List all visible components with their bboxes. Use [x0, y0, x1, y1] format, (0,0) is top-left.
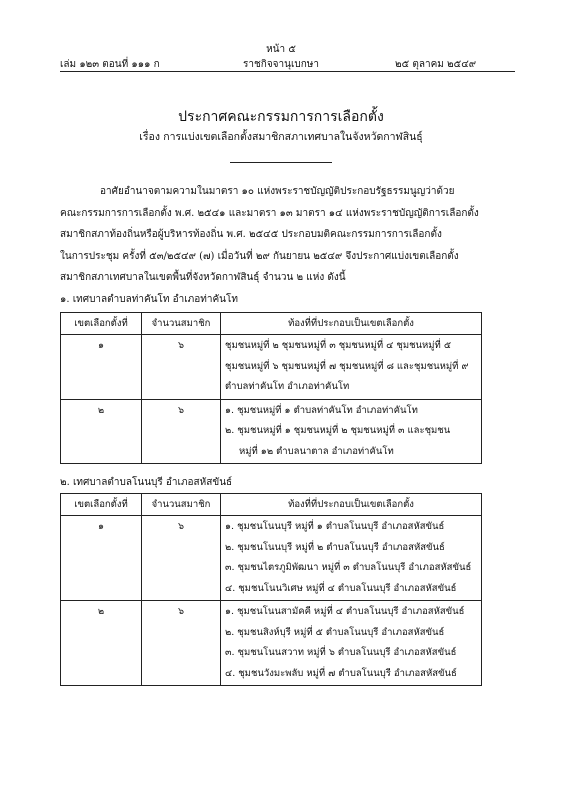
section-title: ๒. เทศบาลตำบลโนนบุรี อำเภอสหัสขันธ์	[60, 477, 233, 488]
district-table-1	[60, 312, 482, 464]
table-header-row	[61, 494, 482, 516]
area-line: หมู่ที่ ๑๒ ตำบลนาตาล อำเภอท่าคันโท	[239, 445, 394, 457]
area-list	[221, 399, 482, 464]
announcement-subject: เรื่อง การแบ่งเขตเลือกตั้งสมาชิกสภาเทศบาลในจังหวัดกาฬสินธุ์	[139, 131, 423, 143]
section-title: ๑. เทศบาลตำบลท่าคันโท อำเภอท่าคันโท	[60, 294, 238, 305]
header-district: เขตเลือกตั้งที่	[61, 494, 142, 516]
body-line: ในการประชุม ครั้งที่ ๕๓/๒๕๔๙ (๗) เมื่อวันที่ ๒๙ กันยายน ๒๕๔๙ จึงประกาศแบ่งเขตเลือกตั้ง	[60, 250, 459, 262]
area-line: ๑. ชุมชนหมู่ที่ ๑ ตำบลท่าคันโท อำเภอท่าคันโท	[225, 404, 418, 416]
member-count: ๖	[142, 399, 221, 464]
area-line: ๒. ชุมชนสิงห์บุรี หมู่ที่ ๕ ตำบลโนนบุรี อำเภอสหัสขันธ์	[225, 626, 445, 638]
header-areas: ท้องที่ที่ประกอบเป็นเขตเลือกตั้ง	[221, 313, 482, 335]
area-line: ๒. ชุมชนหมู่ที่ ๑ ชุมชนหมู่ที่ ๒ ชุมชนหมู่ที่ ๓ และชุมชน	[225, 425, 451, 436]
page-number: หน้า ๕	[266, 44, 296, 55]
announcement-title: ประกาศคณะกรรมการการเลือกตั้ง	[178, 109, 384, 125]
table-row	[61, 335, 482, 400]
header-rule	[60, 71, 515, 72]
body-line: สมาชิกสภาท้องถิ่นหรือผู้บริหารท้องถิ่น พ.ศ. ๒๕๔๕ ประกอบมติคณะกรรมการการเลือกตั้ง	[60, 229, 442, 240]
district-number: ๒	[61, 399, 142, 464]
area-line: ๓. ชุมชนโนนสวาท หมู่ที่ ๖ ตำบลโนนบุรี อำเภอสหัสขันธ์	[225, 647, 457, 658]
title-divider	[230, 162, 332, 163]
area-line: ๑. ชุมชนโนนสามัคคี หมู่ที่ ๔ ตำบลโนนบุรี อำเภอสหัสขันธ์	[225, 606, 465, 617]
area-line: ๔. ชุมชนโนนวิเศษ หมู่ที่ ๔ ตำบลโนนบุรี อำเภอสหัสขันธ์	[225, 582, 457, 594]
body-line: อาศัยอำนาจตามความในมาตรา ๑๐ แห่งพระราชบัญญัติประกอบรัฐธรรมนูญว่าด้วย	[100, 186, 455, 197]
member-count: ๖	[142, 516, 221, 601]
area-line: ๑. ชุมชนโนนบุรี หมู่ที่ ๑ ตำบลโนนบุรี อำเภอสหัสขันธ์	[225, 521, 445, 532]
gazette-volume: เล่ม ๑๒๓ ตอนที่ ๑๑๑ ก	[60, 59, 160, 70]
body-line: คณะกรรมการการเลือกตั้ง พ.ศ. ๒๕๔๑ และมาตรา ๑๓ มาตรา ๑๔ แห่งพระราชบัญญัติการเลือกตั้ง	[60, 207, 479, 219]
table-header-row	[61, 313, 482, 335]
table-row	[61, 601, 482, 686]
area-line: ๒. ชุมชนโนนบุรี หมู่ที่ ๒ ตำบลโนนบุรี อำเภอสหัสขันธ์	[225, 541, 445, 553]
district-table-2	[60, 493, 482, 686]
gazette-date: ๒๕ ตุลาคม ๒๕๔๙	[395, 59, 477, 70]
header-members: จำนวนสมาชิก	[142, 494, 221, 516]
district-number: ๑	[61, 516, 142, 601]
area-line: ชุมชนหมู่ที่ ๖ ชุมชนหมู่ที่ ๗ ชุมชนหมู่ที่ ๘ และชุมชนหมู่ที่ ๙	[225, 360, 469, 372]
header-district: เขตเลือกตั้งที่	[61, 313, 142, 335]
member-count: ๖	[142, 335, 221, 400]
table-row	[61, 516, 482, 601]
body-line: สมาชิกสภาเทศบาลในเขตพื้นที่จังหวัดกาฬสินธุ์ จำนวน ๒ แห่ง ดังนี้	[60, 272, 346, 283]
area-line: ๓. ชุมชนไตรภูมิพัฒนา หมู่ที่ ๓ ตำบลโนนบุรี อำเภอสหัสขันธ์	[225, 562, 472, 573]
announcement-body	[60, 181, 515, 289]
area-list	[221, 516, 482, 601]
area-line: ชุมชนหมู่ที่ ๒ ชุมชนหมู่ที่ ๓ ชุมชนหมู่ที่ ๔ ชุมชนหมู่ที่ ๕	[225, 340, 452, 351]
area-list	[221, 335, 482, 400]
gazette-name: ราชกิจจานุเบกษา	[242, 59, 320, 70]
header-areas: ท้องที่ที่ประกอบเป็นเขตเลือกตั้ง	[221, 494, 482, 516]
district-number: ๑	[61, 335, 142, 400]
district-number: ๒	[61, 601, 142, 686]
area-line: ตำบลท่าคันโท อำเภอท่าคันโท	[225, 381, 350, 392]
area-list	[221, 601, 482, 686]
table-row	[61, 399, 482, 464]
member-count: ๖	[142, 601, 221, 686]
header-members: จำนวนสมาชิก	[142, 313, 221, 335]
area-line: ๔. ชุมชนวังมะพลับ หมู่ที่ ๗ ตำบลโนนบุรี อำเภอสหัสขันธ์	[225, 667, 457, 679]
